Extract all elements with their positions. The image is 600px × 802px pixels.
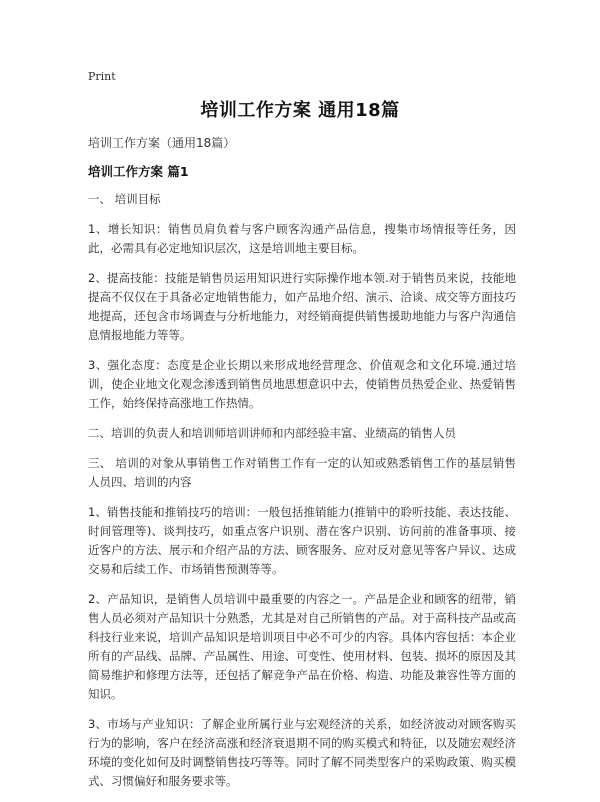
paragraph: 2、产品知识，是销售人员培训中最重要的内容之一。产品是企业和顾客的纽带，销售人员必须对产品知识十分熟悉，尤其是对自己所销售的产品。对于高科技产品或高科技行业来说，培训产品知识是培训项目中必不可少的内容。具体内容包括：本企业所有的产品线、品牌、产品属性、用途、可变性、使用材料、包装、损坏的原因及其简易维护和修理方法等，还包括了解竞争产品在价格、构造、功能及兼容性等方面的知识。 bbox=[88, 592, 516, 701]
paragraph: 3、强化态度：态度是企业长期以来形成地经营理念、价值观念和文化环境.通过培训，使企业地文化观念渗透到销售员地思想意识中去，使销售员热爱企业、热爱销售工作，始终保持高涨地工作热情。 bbox=[88, 358, 516, 410]
section-heading: 培训工作方案 篇1 bbox=[88, 164, 189, 179]
paragraph: 2、提高技能：技能是销售员运用知识进行实际操作地本领.对于销售员来说，技能地提高不仅仅在于具备必定地销售能力，如产品地介绍、演示、洽谈、成交等方面技巧地提高，还包含市场调查与分析地能力，对经销商提供销售援助地能力与客户沟通信息情报地能力等等。 bbox=[88, 271, 516, 342]
paragraph-heading-goals: 一、 培训目标 bbox=[88, 192, 161, 206]
paragraph: 1、销售技能和推销技巧的培训：一般包括推销能力(推销中的聆听技能、表达技能、时间管理等)、谈判技巧，如重点客户识别、潜在客户识别、访问前的准备事项、接近客户的方法、展示和介绍产品的方法、顾客服务、应对反对意见等客户异议、达成交易和后续工作、市场销售预测等等。 bbox=[88, 505, 516, 576]
document-subtitle: 培训工作方案（通用18篇） bbox=[88, 136, 236, 150]
paragraph: 1、增长知识：销售员肩负着与客户顾客沟通产品信息，搜集市场情报等任务，因此，必需具有必定地知识层次，这是培训地主要目标。 bbox=[88, 222, 516, 255]
print-label: Print bbox=[88, 70, 116, 83]
paragraph: 3、市场与产业知识：了解企业所属行业与宏观经济的关系，如经济波动对顾客购买行为的影响，客户在经济高涨和经济衰退期不同的购买模式和特征，以及随宏观经济环境的变化如何及时调整销售技巧等等。同时了解不同类型客户的采购政策、购买模式、习惯偏好和服务要求等。 bbox=[88, 717, 516, 788]
paragraph: 三、 培训的对象从事销售工作对销售工作有一定的认知或熟悉销售工作的基层销售人员四、培训的内容 bbox=[88, 456, 516, 489]
paragraph: 二、培训的负责人和培训师培训讲师和内部经验丰富、业绩高的销售人员 bbox=[88, 426, 456, 440]
page-title: 培训工作方案 通用18篇 bbox=[200, 100, 400, 121]
body-text bbox=[88, 190, 516, 802]
